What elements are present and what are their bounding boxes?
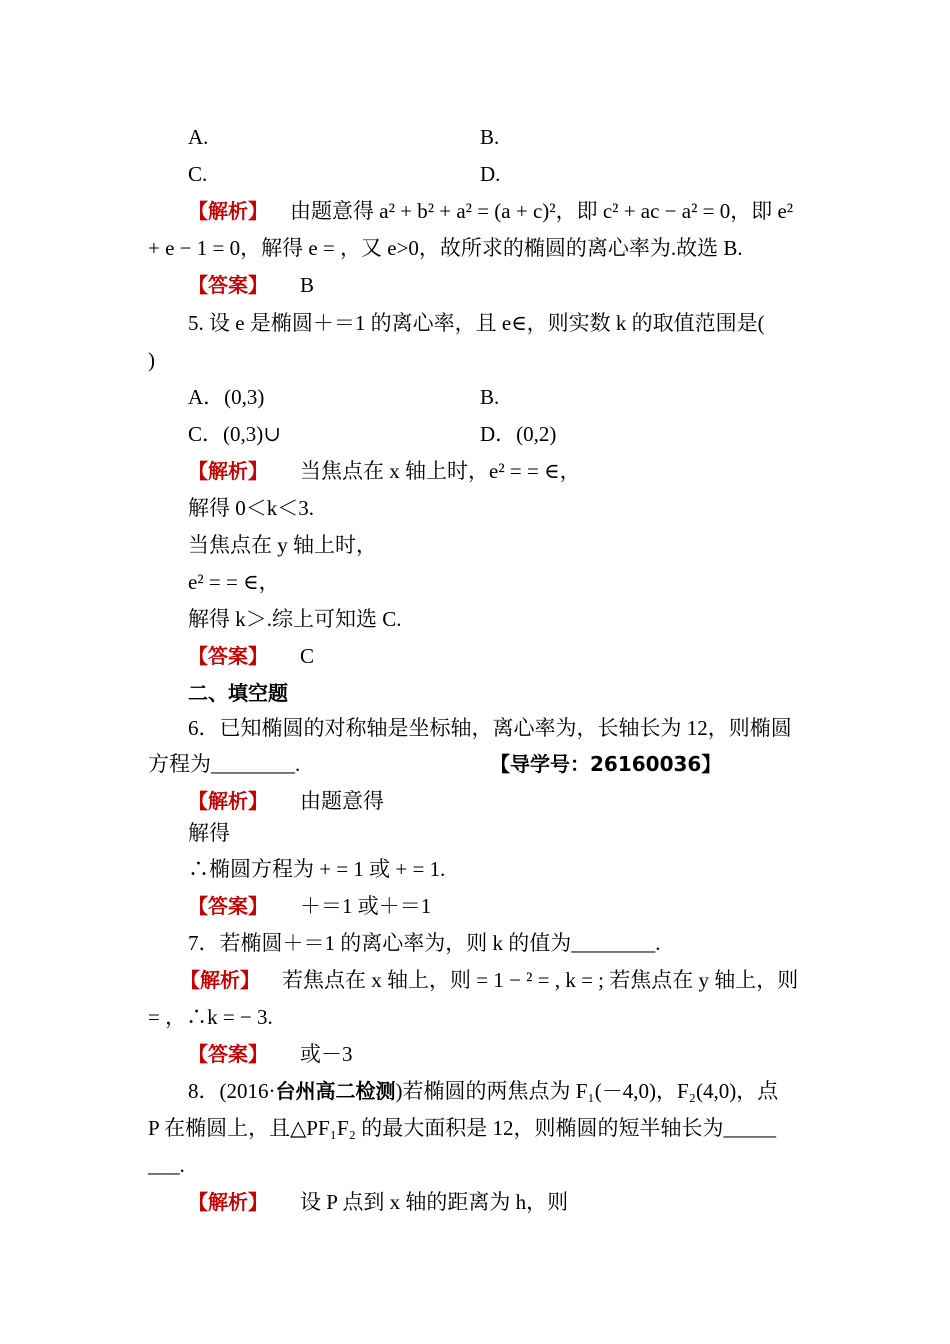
q4-answer-tag: 【答案】 <box>188 273 268 297</box>
q7-analysis-text-1: 若焦点在 x 轴上，则 = 1 − ² = , k = ; 若焦点在 y 轴上，则 <box>282 968 799 992</box>
q8-stem-3: ___. <box>148 1153 185 1177</box>
q7-analysis-line-1 <box>0 965 950 995</box>
q5-analysis-text-1: 当焦点在 x 轴上时，e² = = ∈， <box>300 459 581 483</box>
q5-analysis-line-2 <box>0 493 950 523</box>
q5-option-c: C．(0,3)∪ <box>188 422 281 446</box>
q5-analysis-line-1 <box>0 456 950 486</box>
q7-analysis-tag: 【解析】 <box>180 968 260 992</box>
q5-stem-1: 5. 设 e 是椭圆＋＝1 的离心率，且 e∈，则实数 k 的取值范围是( <box>188 311 765 335</box>
q4-analysis-text-1: 由题意得 a² + b² + a² = (a + c)²，即 c² + ac − a² = 0，即 e² <box>290 199 794 223</box>
q5-analysis-text-5: 解得 k＞.综上可知选 C. <box>188 607 402 631</box>
q4-options-row-2 <box>0 159 950 189</box>
q5-analysis-text-3: 当焦点在 y 轴上时， <box>188 533 377 557</box>
q7-stem-line <box>0 928 950 958</box>
q8-stem-2: P 在椭圆上，且△PF₁F₂ 的最大面积是 12，则椭圆的短半轴长为_____ <box>148 1116 776 1140</box>
q4-option-a: A. <box>188 125 209 149</box>
q7-analysis-text-2: = ，∴k = − 3. <box>148 1005 273 1029</box>
q4-options-row-1 <box>0 122 950 152</box>
q5-option-a: A．(0,3) <box>188 385 265 409</box>
q8-stem-1 <box>188 1076 778 1106</box>
q8-analysis-text-1: 设 P 点到 x 轴的距离为 h，则 <box>300 1190 569 1214</box>
q6-answer-line <box>0 891 950 921</box>
q4-option-c: C. <box>188 162 208 186</box>
q5-option-b: B. <box>480 385 500 409</box>
q4-option-d: D. <box>480 162 501 186</box>
q6-analysis-line-3 <box>0 854 950 884</box>
q6-guide-number: 【导学号：26160036】 <box>490 752 722 776</box>
q5-analysis-text-2: 解得 0＜k＜3. <box>188 496 314 520</box>
q4-analysis-tag: 【解析】 <box>188 199 268 223</box>
q4-option-b: B. <box>480 125 500 149</box>
q6-stem-line-1 <box>0 713 950 743</box>
q8-stem-1-text: )若椭圆的两焦点为 F₁(－4,0)，F₂(4,0)，点 <box>395 1079 779 1103</box>
q5-options-row-1 <box>0 382 950 412</box>
q7-stem: 7．若椭圆＋＝1 的离心率为，则 k 的值为________. <box>188 931 661 955</box>
q6-analysis-line-2 <box>0 818 950 848</box>
q4-analysis-line-2 <box>0 233 950 263</box>
q6-analysis-tag: 【解析】 <box>188 789 268 813</box>
q8-analysis-tag: 【解析】 <box>188 1190 268 1214</box>
q6-answer: ＋＝1 或＋＝1 <box>300 894 432 918</box>
q7-answer-line <box>0 1039 950 1069</box>
q8-source: 台州高二检测 <box>275 1079 396 1103</box>
q6-analysis-line-1 <box>0 786 950 816</box>
q5-options-row-2 <box>0 419 950 449</box>
q8-number: 8．(2016· <box>188 1079 276 1103</box>
q5-stem-2: ) <box>148 348 155 372</box>
q5-analysis-line-5 <box>0 604 950 634</box>
q5-analysis-tag: 【解析】 <box>188 459 268 483</box>
q8-stem-line-3 <box>0 1150 950 1180</box>
q6-analysis-text-2: 解得 <box>188 821 230 845</box>
q6-stem-1: 6．已知椭圆的对称轴是坐标轴，离心率为，长轴长为 12，则椭圆 <box>188 716 792 740</box>
q5-analysis-line-3 <box>0 530 950 560</box>
q5-stem-line-1 <box>0 308 950 338</box>
q7-analysis-line-2 <box>0 1002 950 1032</box>
q7-answer-tag: 【答案】 <box>188 1042 268 1066</box>
q6-analysis-text-3: ∴椭圆方程为 + = 1 或 + = 1. <box>188 857 446 881</box>
q4-analysis-text-2: + e − 1 = 0，解得 e = ，又 e>0，故所求的椭圆的离心率为.故选 B. <box>148 236 743 260</box>
q8-stem-line-2 <box>0 1113 950 1143</box>
q7-answer: 或－3 <box>300 1042 353 1066</box>
q5-option-d: D．(0,2) <box>480 422 557 446</box>
q4-answer-line <box>0 270 950 300</box>
q6-analysis-text-1: 由题意得 <box>300 789 384 813</box>
q5-analysis-line-4 <box>0 567 950 597</box>
q4-answer: B <box>300 273 315 297</box>
q5-analysis-text-4: e² = = ∈， <box>188 570 280 594</box>
q5-answer-tag: 【答案】 <box>188 644 268 668</box>
q6-answer-tag: 【答案】 <box>188 894 268 918</box>
section-title: 二、填空题 <box>188 681 288 705</box>
q6-stem-2: 方程为________. <box>148 752 301 776</box>
section-heading-line <box>0 678 950 708</box>
q4-analysis-line-1 <box>0 196 950 226</box>
q5-answer: C <box>300 644 315 668</box>
q5-answer-line <box>0 641 950 671</box>
q5-stem-line-2 <box>0 345 950 375</box>
q8-analysis-line-1 <box>0 1187 950 1217</box>
q6-stem-line-2 <box>0 749 950 779</box>
q8-stem-line-1 <box>0 1076 950 1106</box>
